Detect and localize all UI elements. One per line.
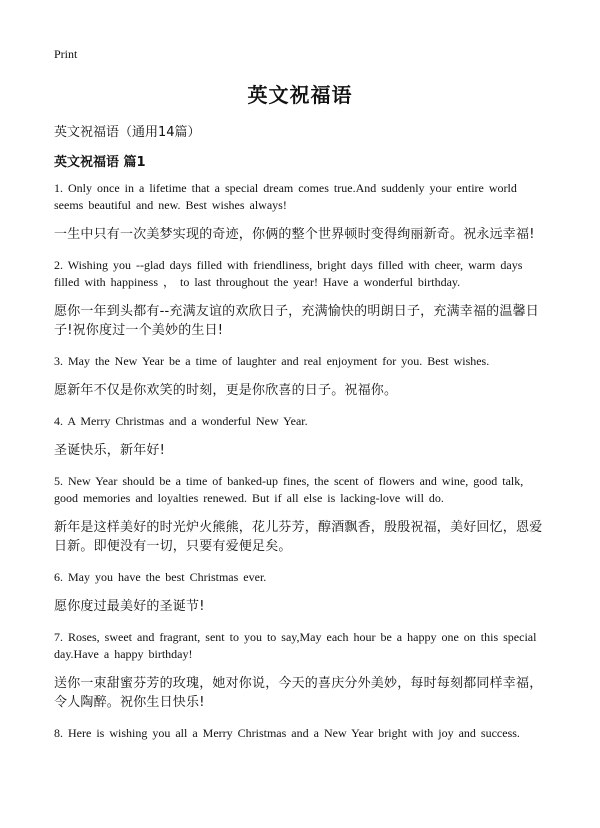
section-heading: 英文祝福语 篇1 [54,155,146,170]
document-body [54,180,550,742]
entry-english-text: 1. Only once in a lifetime that a special dream comes true.And suddenly your entire world seems beautiful and new. Best wishes always! [54,181,517,212]
entry-chinese-text: 一生中只有一次美梦实现的奇迹，你俩的整个世界顿时变得绚丽新奇。祝永远幸福! [54,227,535,242]
entry-chinese-text: 愿你度过最美好的圣诞节! [54,599,205,614]
entry-5 [54,473,550,556]
entry-chinese-text: 愿新年不仅是你欢笑的时刻，更是你欣喜的日子。祝福你。 [54,383,398,398]
entry-chinese-text: 新年是这样美好的时光炉火熊熊，花儿芬芳，醇酒飘香，殷殷祝福，美好回忆，恩爱日新。即便没有一切，只要有爱便足矣。 [54,520,543,554]
entry-chinese-text: 愿你一年到头都有--充满友谊的欢欣日子，充满愉快的明朗日子，充满幸福的温馨日子!祝你度过一个美妙的生日! [54,304,539,338]
entry-1 [54,180,550,244]
entry-english-text: 6. May you have the best Christmas ever. [54,570,267,584]
entry-6 [54,569,550,616]
entry-2 [54,257,550,340]
print-link[interactable]: Print [54,47,78,61]
entry-english-text: 3. May the New Year be a time of laughter and real enjoyment for you. Best wishes. [54,354,490,368]
entry-english-text: 7. Roses, sweet and fragrant, sent to you to say,May each hour be a happy one on this special day.Have a happy birthday! [54,630,537,661]
entry-english-text: 8. Here is wishing you all a Merry Christmas and a New Year bright with joy and success. [54,726,520,740]
entry-3 [54,353,550,400]
page-title: 英文祝福语 [247,83,353,107]
entry-english-text: 5. New Year should be a time of banked-up fines, the scent of flowers and wine, good talk, good memories and loyalties renewed. But if all else is lacking-love will do. [54,474,524,505]
entry-chinese-text: 送你一束甜蜜芬芳的玫瑰，她对你说，今天的喜庆分外美妙，每时每刻都同样幸福，令人陶醉。祝你生日快乐! [54,676,543,710]
entry-english-text: 2. Wishing you --glad days filled with friendliness, bright days filled with cheer, warm days filled with happiness ， to last throughout the year! Have a wonderful birthday. [54,258,523,289]
entry-4 [54,413,550,460]
entry-8 [54,725,550,742]
entry-7 [54,629,550,712]
entry-chinese-text: 圣诞快乐，新年好! [54,443,166,458]
entry-english-text: 4. A Merry Christmas and a wonderful New Year. [54,414,308,428]
document-subtitle: 英文祝福语（通用14篇） [54,125,201,140]
